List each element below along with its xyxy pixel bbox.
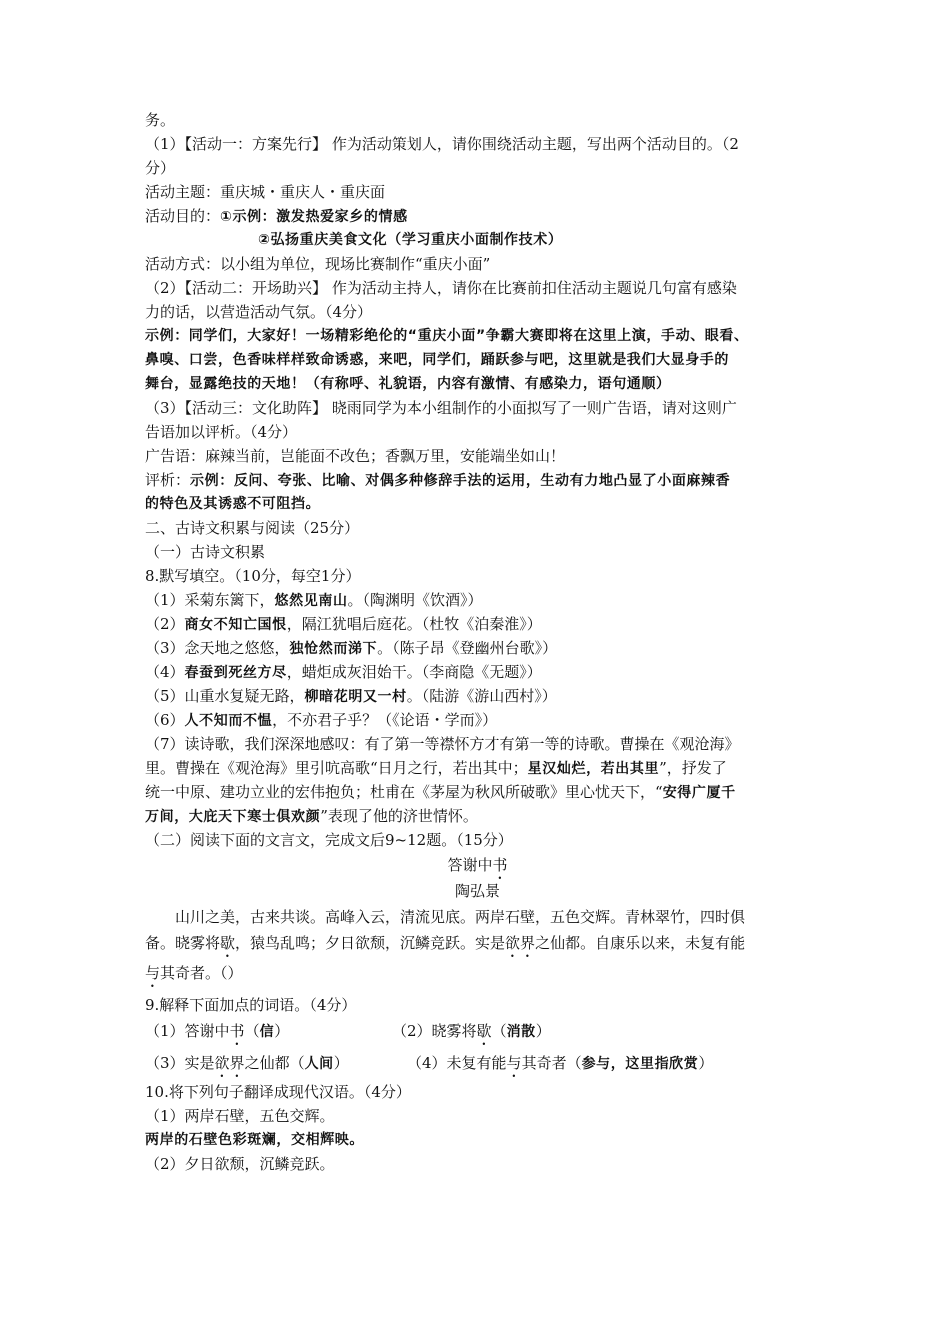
text-line: 分） (145, 159, 176, 177)
translate-item-1: （1）两岸石壁，五色交辉。 (145, 1107, 335, 1125)
text-line (145, 804, 810, 828)
text: （3）念天地之悠悠， (145, 639, 290, 657)
fill-blank-4 (145, 660, 810, 684)
text: 其奇者。（） (160, 964, 243, 982)
text: ，不亦君子乎？（《论语・学而》） (272, 711, 498, 729)
answer-text: 人不知而不愠 (184, 713, 273, 729)
answer-text: 商女不知亡国恨 (184, 617, 287, 633)
answer-text: 独怆然而涕下 (289, 641, 378, 657)
text: （2） (145, 615, 185, 633)
answer-text: 参与，这里指欣赏 (581, 1056, 699, 1072)
text: 之仙都。自康乐以来，未复有能 (535, 934, 746, 952)
text: 。（陶渊明《饮酒》） (347, 591, 483, 609)
text: （ (244, 1022, 260, 1040)
text-line (145, 780, 810, 804)
text: ） (274, 1022, 290, 1040)
dotted-word: 与 (145, 964, 161, 982)
dotted-word: 歇 (220, 934, 236, 952)
answer-text: 春蚕到死丝方尽 (184, 665, 287, 681)
answer-text: 柳暗花明又一村 (304, 689, 407, 705)
fill-blank-5 (145, 684, 810, 708)
slogan-line: 广告语：麻辣当前，岂能面不改色；香飘万里，安能端坐如山！ (145, 447, 566, 465)
document-page (145, 108, 810, 1176)
vocab-row-2 (145, 1050, 810, 1076)
answer-text: 消散 (506, 1024, 536, 1040)
text: 备。晓雾将 (145, 934, 221, 952)
dotted-word: 欲界 (505, 934, 536, 952)
answer-text: 鼻嗅、口尝，色香味样样致命诱惑，来吧，同学们，踊跃参与吧，这里就是我们大显身手的 (145, 352, 729, 368)
answer-text: 信 (259, 1024, 275, 1040)
activity-purpose (145, 204, 810, 228)
text: ”，抒发了 (659, 759, 727, 777)
text-line (145, 756, 810, 780)
text: 。（陈子昂《登幽州台歌》） (377, 639, 558, 657)
text: （6） (145, 711, 185, 729)
activity-two-prompt: （2）【活动二：开场助兴】 作为活动主持人，请你在比赛前扣住活动主题说几句富有感染 (145, 279, 737, 297)
passage-text (145, 930, 810, 956)
text: ”表现了他的济世情怀。 (320, 807, 478, 825)
question-10: 10.将下列句子翻译成现代汉语。（4分） (145, 1083, 411, 1101)
dotted-word: 书 (492, 856, 508, 874)
dotted-word: 与 (506, 1054, 522, 1072)
activity-three-prompt: （3）【活动三：文化助阵】 晓雨同学为本小组制作的小面拟写了一则广告语，请对这则广 (145, 399, 737, 417)
text-line: 务。 (145, 111, 176, 129)
text-line: 告语加以评析。（4分） (145, 423, 298, 441)
answer-text: 示例：同学们，大家好！一场精彩绝伦的“重庆小面”争霸大赛即将在这里上演，手动、眼看、 (145, 328, 749, 344)
vocab-item-2 (392, 1018, 551, 1049)
answer-text: ①示例：激发热爱家乡的情感 (220, 209, 408, 225)
fill-blank-1 (145, 588, 810, 612)
text: 之仙都（ (244, 1054, 305, 1072)
answer-text: 星汉灿烂，若出其里 (527, 761, 660, 777)
text: ） (333, 1054, 349, 1072)
text: ，猿鸟乱鸣；夕日欲颓，沉鳞竞跃。实是 (235, 934, 506, 952)
text: 。（陆游《游山西村》） (406, 687, 557, 705)
answer-text: 两岸的石壁色彩斑斓，交相辉映。 (145, 1132, 364, 1148)
text-line: 力的话，以营造活动气氛。（4分） (145, 303, 373, 321)
passage-author: 陶弘景 (454, 882, 500, 900)
activity-one-prompt: （1）【活动一：方案先行】 作为活动策划人，请你围绕活动主题，写出两个活动目的。（2 (145, 135, 739, 153)
question-9: 9.解释下面加点的词语。（4分） (145, 996, 357, 1014)
text: （ (491, 1022, 507, 1040)
text: （5）山重水复疑无路， (145, 687, 305, 705)
text: （4） (145, 663, 185, 681)
dotted-word: 歇 (476, 1022, 492, 1040)
text: 答谢中 (447, 856, 493, 874)
question-8: 8.默写填空。（10分，每空1分） (145, 567, 361, 585)
text: （4）未复有能 (407, 1054, 507, 1072)
text: ） (698, 1054, 714, 1072)
text: 统一中原、建功立业的宏伟抱负；杜甫在《茅屋为秋风所破歌》里心忧天下，“ (145, 783, 663, 801)
evaluation-line (145, 468, 810, 492)
translate-item-2: （2）夕日欲颓，沉鳞竞跃。 (145, 1155, 335, 1173)
text: ） (535, 1022, 551, 1040)
answer-text: 悠然见南山 (274, 593, 348, 609)
text: ，蜡炬成灰泪始干。（李商隐《无题》） (286, 663, 542, 681)
activity-method: 活动方式：以小组为单位，现场比赛制作“重庆小面” (145, 255, 491, 273)
fill-blank-6 (145, 708, 810, 732)
fill-blank-2 (145, 612, 810, 636)
text: （2）晓雾将 (392, 1022, 477, 1040)
subsection-heading: （二）阅读下面的文言文，完成文后9~12题。（15分） (145, 831, 513, 849)
answer-text: 舞台，显露绝技的天地！（有称呼、礼貌语，内容有激情、有感染力，语句通顺） (145, 376, 671, 392)
label: 评析： (145, 471, 191, 489)
answer-text: 安得广厦千 (662, 785, 736, 801)
label: 活动目的： (145, 207, 221, 225)
answer-text: 万间，大庇天下寒士俱欢颜 (145, 809, 321, 825)
passage-text (145, 960, 810, 986)
subsection-heading: （一）古诗文积累 (145, 543, 266, 561)
text: （1）答谢中 (145, 1022, 230, 1040)
fill-blank-3 (145, 636, 810, 660)
answer-text: 示例：反问、夸张、比喻、对偶多种修辞手法的运用，生动有力地凸显了小面麻辣香 (190, 473, 731, 489)
text: ，隔江犹唱后庭花。（杜牧《泊秦淮》） (286, 615, 542, 633)
answer-text: 人间 (304, 1056, 334, 1072)
text: 其奇者（ (521, 1054, 582, 1072)
text: （3）实是 (145, 1054, 215, 1072)
activity-theme: 活动主题：重庆城・重庆人・重庆面 (145, 183, 386, 201)
dotted-word: 书 (229, 1022, 245, 1040)
answer-text: 的特色及其诱惑不可阻挡。 (145, 496, 321, 512)
dotted-word: 欲界 (214, 1054, 245, 1072)
passage-title (145, 852, 810, 878)
text: （1）采菊东篱下， (145, 591, 275, 609)
fill-blank-7: （7）读诗歌，我们深深地感叹：有了第一等襟怀方才有第一等的诗歌。曹操在《观沧海》 (145, 735, 740, 753)
text: 里。曹操在《观沧海》里引吭高歌“日月之行，若出其中； (145, 759, 528, 777)
vocab-row-1 (145, 1018, 810, 1044)
passage-text: 山川之美，古来共谈。高峰入云，清流见底。两岸石壁，五色交辉。青林翠竹，四时俱 (175, 908, 746, 926)
section-heading: 二、古诗文积累与阅读（25分） (145, 519, 360, 537)
answer-text: ②弘扬重庆美食文化（学习重庆小面制作技术） (258, 232, 563, 248)
vocab-item-4 (407, 1050, 713, 1081)
